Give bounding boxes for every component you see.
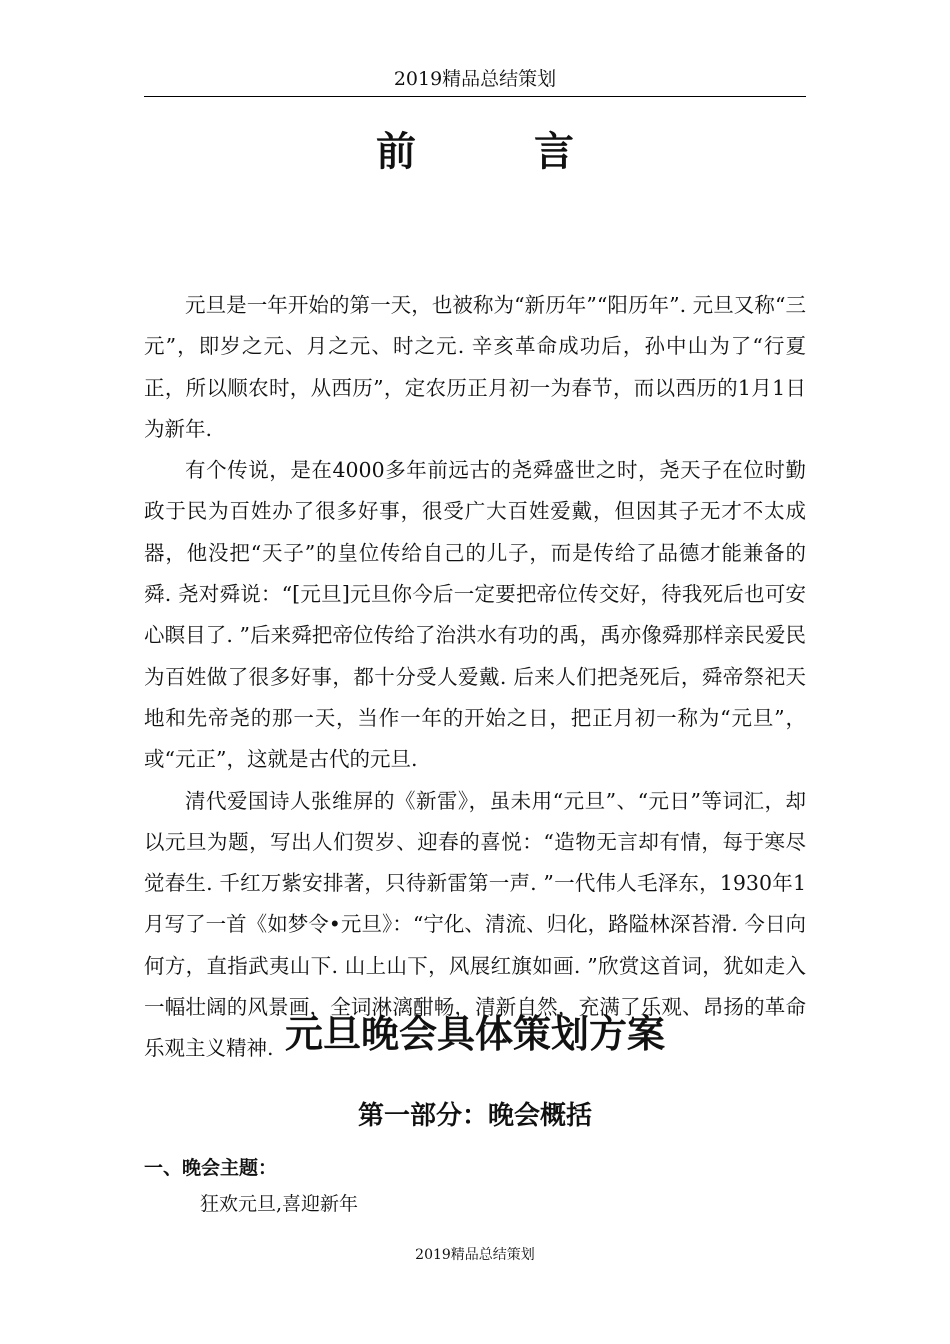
preface-title: 前言 [376, 129, 692, 175]
preface-paragraph-3: 清代爱国诗人张维屏的《新雷》，虽未用“元旦”、“元日”等词汇，却以元旦为题，写出人们贺岁、迎春的喜悦：“造物无言却有情，每于寒尽觉春生. 千红万紫安排著，只待新雷第一声. ”一代伟人毛泽东，1930年1月写了一首《如梦令•元旦》：“宁化、清流、归化，路隘林深苔滑. 今日向何方，直指武夷山下. 山上山下，风展红旗如画. ”欣赏这首词，犹如走入一幅壮阔的风景画，全词淋漓酣畅，清新自然，充满了乐观、昂扬的革命乐观主义精神. [144, 788, 806, 1061]
section-content-theme: 狂欢元旦,喜迎新年 [200, 1193, 359, 1215]
preface-paragraph-2: 有个传说，是在4000多年前远古的尧舜盛世之时，尧天子在位时勤政于民为百姓办了很多好事，很受广大百姓爱戴，但因其子无才不太成器，他没把“天子”的皇位传给自己的儿子，而是传给了品德才能兼备的舜. 尧对舜说：“[元旦]元旦你今后一定要把帝位传交好，待我死后也可安心瞑目了. ”后来舜把帝位传给了治洪水有功的禹，禹亦像舜那样亲民爱民为百姓做了很多好事，都十分受人爱戴. 后来人们把尧死后，舜帝祭祀天地和先帝尧的那一天，当作一年的开始之日，把正月初一称为“元旦”，或“元正”，这就是古代的元旦. [144, 458, 806, 772]
page-footer: 2019精品总结策划 [415, 1247, 535, 1263]
page-header: 2019精品总结策划 [144, 62, 806, 97]
preface-body [144, 285, 806, 1070]
plan-title: 元旦晚会具体策划方案 [284, 1012, 665, 1056]
section-heading-theme: 一、晚会主题： [144, 1157, 278, 1179]
preface-paragraph-1: 元旦是一年开始的第一天，也被称为“新历年”“阳历年”. 元旦又称“三元”，即岁之元、月之元、时之元. 辛亥革命成功后，孙中山为了“行夏正，所以顺农时，从西历”，定农历正月初一为春节，而以西历的1月1日为新年. [144, 293, 806, 441]
part-one-title: 第一部分：晚会概括 [357, 1101, 592, 1131]
